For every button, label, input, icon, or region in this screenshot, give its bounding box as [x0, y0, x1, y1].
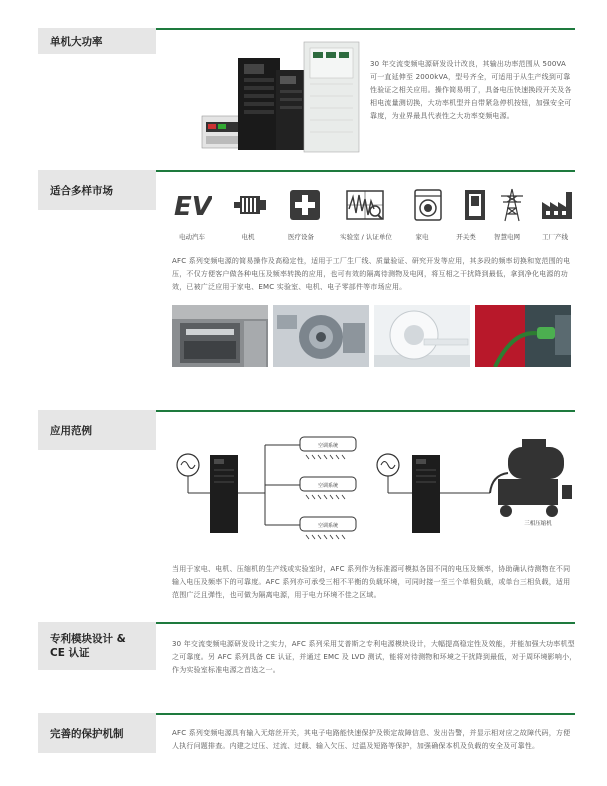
protection-description: AFC 系列变频电源具有输入无熔丝开关，其电子电路能快速保护及锁定故障信息、发出告警，并显示相对应之故障代码，方便人执行问题排查。内建之过压、过流、过载、输入欠压、过温及短路等保护，加强确保本机及负载的安全及可靠性。 [172, 729, 571, 750]
switch-icon [455, 188, 495, 222]
ev-icon [172, 188, 212, 222]
ac-label-2: 空调系统 [317, 483, 339, 489]
ac-label-1: 空调系统 [317, 443, 339, 449]
section-divider [156, 622, 575, 624]
section-title-text: CE 认证 [50, 647, 90, 659]
section-divider [156, 713, 575, 715]
icon-label-motor: 电机 [241, 233, 255, 241]
icon-label-appliance: 家电 [415, 233, 429, 241]
section-title-patent [38, 622, 156, 670]
medical-scanner-photo [374, 305, 470, 367]
section-divider [156, 170, 575, 172]
ac-label-3: 空调系统 [317, 523, 339, 529]
icon-label-grid: 智慧电网 [494, 233, 520, 241]
section-title-protection [38, 713, 156, 753]
lab-waveform-icon [345, 188, 385, 222]
svg-text:EV: EV [174, 192, 212, 220]
section-title-applications [38, 410, 156, 450]
section-title-high-power [38, 28, 156, 54]
section-title-text: 应用范例 [50, 424, 92, 437]
factory-icon [538, 188, 578, 222]
section-title-text: 完善的保护机制 [50, 727, 124, 740]
washing-machine-icon [408, 188, 448, 222]
high-power-description: 30 年交流变频电源研发设计改良，其输出功率范围从 500VA 可一直延伸至 2000kVA，型号齐全，可适用于从生产线到可靠性验证之相关应用。操作简易明了，具备电压快速换段开关及各相电流量测切换，大功率机型并自带紧急停机按钮，加强安全可靠度，为业界最具代表性之大功率变频电源。 [370, 60, 572, 120]
power-tower-icon [492, 188, 532, 222]
section-divider [156, 410, 575, 412]
section-title-markets [38, 170, 156, 210]
kitchen-appliance-photo [172, 305, 268, 367]
applications-description: 当用于家电、电机、压缩机的生产线或实验室时，AFC 系列作为标准源可模拟各国不同的电压及频率，协助确认待测物在不同输入电压及频率下的可靠度。AFC 系列亦可承受三相不平衡的负载环境，可同时接一至三个单相负载，或单台三相负载，适用范围广泛且弹性，也可做为隔离电源，用于电力环境不佳之区域。 [172, 565, 571, 599]
section-title-text: 适合多样市场 [50, 184, 113, 197]
patent-description: 30 年交流变频电源研发设计之实力，AFC 系列采用艾普斯之专利电源模块设计，大幅提高稳定性及效能，并能加强大功率机型之可靠度。另 AFC 系列具备 CE 认证，并通过 EMC 及 LVD 测试，能将对待测物和环境之干扰降到最低，对于周环境影响小，作为实验室标准电源之首选之一。 [172, 640, 577, 674]
icon-label-ev: 电动汽车 [179, 233, 205, 241]
section-title-text: 专利模块设计 & [50, 633, 126, 645]
section-title-text: 单机大功率 [50, 35, 103, 48]
icon-label-factory: 工厂产线 [542, 233, 568, 241]
engine-motor-photo [273, 305, 369, 367]
icon-label-medical: 医疗设备 [288, 233, 314, 241]
ev-charging-photo [475, 305, 571, 367]
power-supply-products-image [198, 40, 363, 158]
medical-cross-icon [285, 188, 325, 222]
icon-label-lab: 实验室 / 认证单位 [340, 233, 392, 241]
compressor-label: 三相压缩机 [524, 521, 552, 527]
compressor-icon [490, 439, 572, 517]
markets-description: AFC 系列变频电源的简易操作及高稳定性，适用于工厂生厂线、质量验证、研究开发等应用，其多段的频率切换和宽范围的电压，不仅方便客户做各种电压及频率转换的应用，也可有效的隔离待测物及电网，将互相之干扰降到最低，拿到净化电源的功效，已被广泛应用于家电、EMC 实验室、电机、电子零部件等市场应用。 [172, 257, 571, 291]
section-divider [156, 28, 575, 30]
icon-label-switch: 开关类 [456, 233, 476, 241]
motor-icon [230, 188, 270, 222]
application-diagram [170, 425, 580, 560]
